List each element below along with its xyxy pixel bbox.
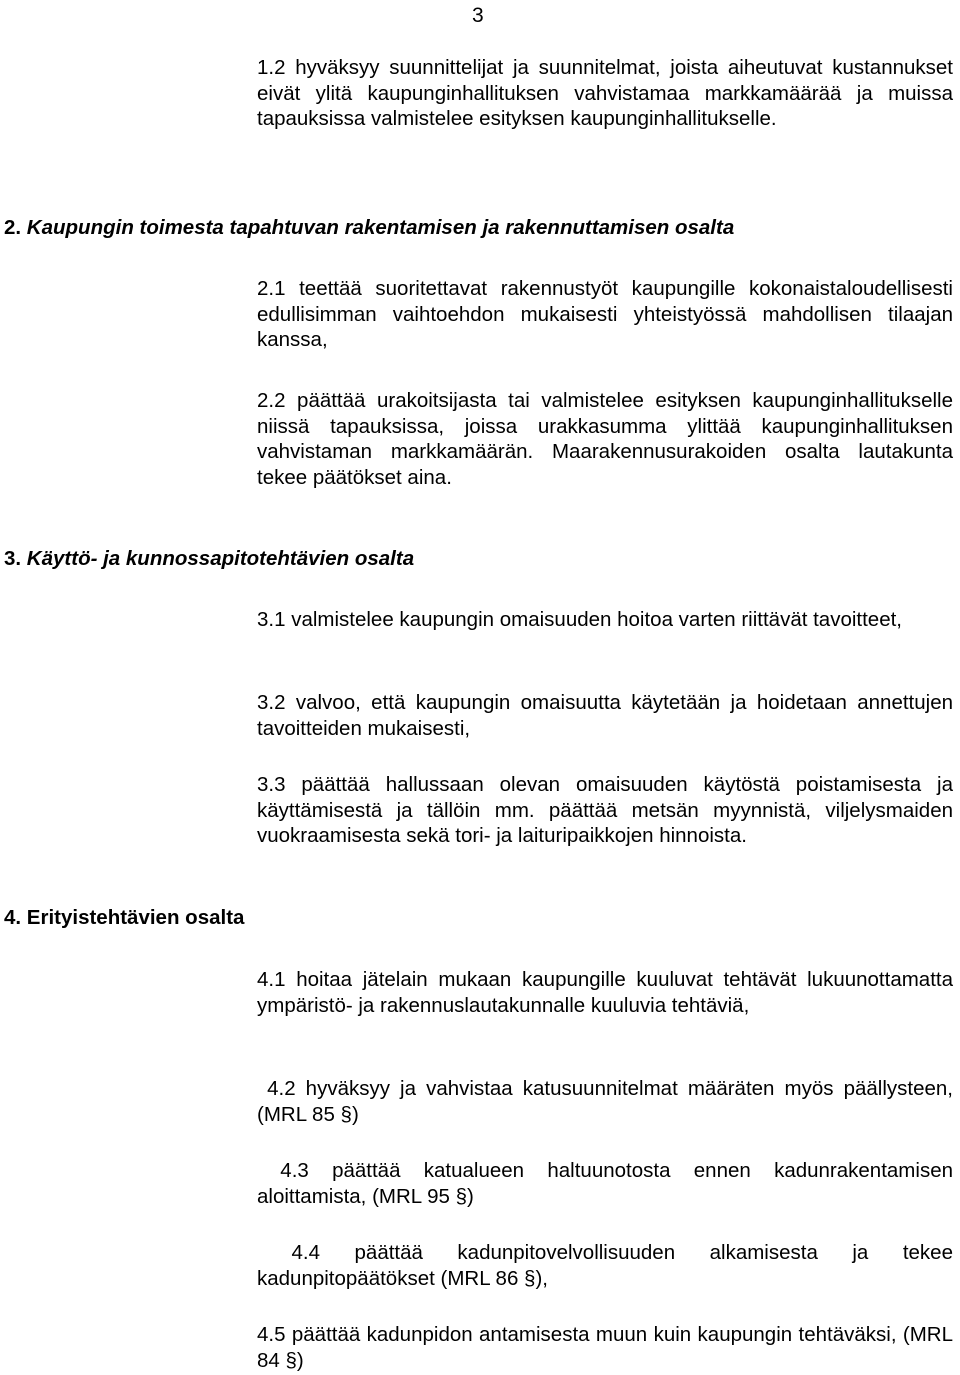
section-heading-number: 3. (4, 547, 22, 570)
paragraph-4-4: 4.4 päättää kadunpitovelvollisuuden alkamisesta ja tekee kadunpitopäätökset (MRL 86 §), (257, 1241, 959, 1290)
section-heading-number: 4. (4, 906, 22, 929)
paragraph-4-5: 4.5 päättää kadunpidon antamisesta muun kuin kaupungin tehtäväksi, (MRL 84 §) (257, 1323, 953, 1372)
paragraph-4-1: 4.1 hoitaa jätelain mukaan kaupungille kuuluvat tehtävät lukuunottamatta ympäristö- ja rakennuslautakunnalle kuuluvia tehtäviä, (257, 968, 953, 1017)
paragraph-4-2: 4.2 hyväksyy ja vahvistaa katusuunnitelmat määräten myös päällysteen, (MRL 85 §) (257, 1077, 959, 1126)
paragraph-3-2: 3.2 valvoo, että kaupungin omaisuutta käytetään ja hoidetaan annettujen tavoitteiden mukaisesti, (257, 691, 953, 740)
paragraph-3-3: 3.3 päättää hallussaan olevan omaisuuden käytöstä poistamisesta ja käyttämisestä ja tällöin mm. päättää metsän myynnistä, viljelysmaiden vuokraamisesta sekä tori- ja laituripaikkojen hinnoista. (257, 773, 953, 847)
paragraph-2-1: 2.1 teettää suoritettavat rakennustyöt kaupungille kokonaistaloudellisesti edullisimman vaihtoehdon mukaisesti yhteistyössä mahdollisen tilaajan kanssa, (257, 277, 953, 351)
paragraph-4-3: 4.3 päättää katualueen haltuunotosta ennen kadunrakentamisen aloittamista, (MRL 95 §) (257, 1159, 959, 1208)
page-number: 3 (472, 4, 484, 27)
section-heading-2 (4, 215, 734, 241)
section-heading-text: Käyttö- ja kunnossapitotehtävien osalta (21, 547, 415, 570)
section-heading-3 (4, 546, 414, 572)
section-heading-text: Erityistehtävien osalta (21, 906, 245, 929)
section-heading-number: 2. (4, 216, 22, 239)
section-heading-text: Kaupungin toimesta tapahtuvan rakentamisen ja rakennuttamisen osalta (21, 216, 735, 239)
paragraph-2-2: 2.2 päättää urakoitsijasta tai valmistelee esityksen kaupunginhallitukselle niissä tapauksissa, joissa urakkasumma ylittää kaupunginhallituksen vahvistaman markkamäärän. Maarakennusurakoiden osalta lautakunta tekee päätökset aina. (257, 389, 953, 489)
section-heading-4 (4, 905, 244, 931)
paragraph-3-1: 3.1 valmistelee kaupungin omaisuuden hoitoa varten riittävät tavoitteet, (257, 608, 902, 631)
paragraph-1-2: 1.2 hyväksyy suunnittelijat ja suunnitelmat, joista aiheutuvat kustannukset eivät ylitä kaupunginhallituksen vahvistamaa markkamäärää ja muissa tapauksissa valmistelee esityksen kaupunginhallitukselle. (257, 56, 953, 130)
